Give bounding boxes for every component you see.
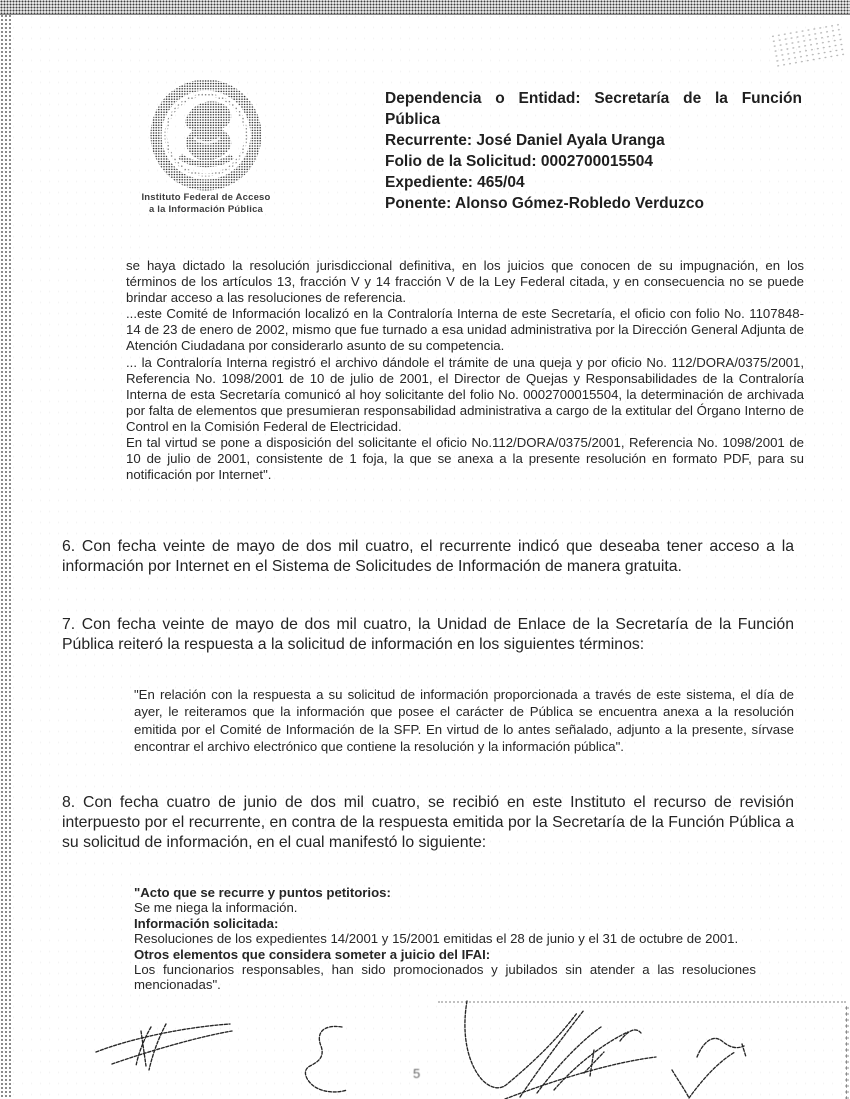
header-field-expediente [385,172,802,193]
field-label: Ponente: [385,195,452,212]
field-label: Folio de la Solicitud: [385,153,537,170]
handwritten-signatures [0,1000,850,1099]
signature-scribble-left [96,1024,232,1070]
paragraph-7: 7. Con fecha veinte de mayo de dos mil cuatro, la Unidad de Enlace de la Secretaría de la Función Pública reiteró la respuesta a la solicitud de información en los siguientes términos: [62,616,794,653]
field-label: Recurrente: [385,132,472,149]
signature-main-flourish [465,1001,656,1099]
quote-paragraph: En tal virtud se pone a disposición del solicitante el oficio No.112/DORA/0375/2001, Referencia No. 1098/2001 de 10 de julio de 2001, consistente de 1 foja, la que se anexa a la presente resolución en formato PDF, para su notificación por Internet". [126,435,804,483]
appeal-heading: Información solicitada: [134,915,279,931]
appeal-line: Resoluciones de los expedientes 14/2001 y 15/2001 emitidas el 28 de junio y el 31 de octubre de 2001. [134,931,739,947]
mexican-coat-of-arms-icon [150,80,262,192]
quote-paragraph: "En relación con la respuesta a su solicitud de información proporcionada a través de este sistema, el día de ayer, le reiteramos que la información que posee el carácter de Pública se encuentra anexa a la resolución emitida por el Comité de Información de la SFP. En virtud de lo antes señalado, adjunto a la presente, sírvase encontrar el archivo electrónico que contiene la resolución y la información pública". [134,687,794,755]
field-value: 465/04 [477,174,525,191]
field-value: José Daniel Ayala Uranga [476,132,665,149]
header-field-recurrente [385,130,802,151]
signature-right-flourish [672,1038,746,1098]
quote-paragraph: se haya dictado la resolución jurisdiccional definitiva, en los juicios que conocen de su impugnación, en los términos de los artículos 13, fracción V y 14 fracción V de la Ley Federal citada, y en consecuencia no se puede brindar acceso a las resoluciones de referencia. [126,258,804,306]
quoted-response [134,686,794,756]
logo-caption-line1: Instituto Federal de Acceso [141,192,271,203]
field-value: Alonso Gómez-Robledo Verduzco [455,195,704,212]
scan-noise-top-right [770,22,845,68]
quote-paragraph: ... la Contraloría Interna registró el archivo dándole el trámite de una queja y por oficio No. 112/DORA/0375/2001, Referencia No. 1098/2001 de 10 de julio de 2001, el Director de Quejas y Responsabilidades de la Contraloría Interna de esta Secretaría comunicó al hoy solicitante del folio No. 0002700015504, la determinación de archivada por falta de elementos que presumieran responsabilidad administrativa a cargo de la extitular del Órgano Interno de Control en la Comisión Federal de Electricidad. [126,354,804,434]
header-field-folio [385,151,802,172]
appeal-line: Los funcionarios responsables, han sido promocionados y jubilados sin atender a las resoluciones mencionadas". [134,962,756,993]
paragraph-6: 6. Con fecha veinte de mayo de dos mil cuatro, el recurrente indicó que deseaba tener acceso a la información por Internet en el Sistema de Solicitudes de Información de manera gratuita. [62,538,794,575]
scan-noise-left-band [0,14,11,1099]
header-field-ponente [385,193,802,214]
field-label: Expediente: [385,174,473,191]
quoted-appeal [134,885,756,993]
appeal-line: Se me niega la información. [134,900,298,916]
logo-caption-line2: a la Información Pública [148,204,264,215]
quote-paragraph: ...este Comité de Información localizó en la Contraloría Interna de este Secretaría, el oficio con folio No. 1107848-14 de 23 de enero de 2002, mismo que fue turnado a esa unidad administrativa por la Dirección General Adjunta de Atención Ciudadana por considerarlo asunto de su competencia. [126,306,804,354]
ifai-logo [106,80,306,216]
field-value: 0002700015504 [540,153,653,170]
paragraph-8: 8. Con fecha cuatro de junio de dos mil cuatro, se recibió en este Instituto el recurso de revisión interpuesto por el recurrente, en contra de la respuesta emitida por la Secretaría de la Función Pública a su solicitud de información, en el cual manifestó lo siguiente: [62,794,794,851]
field-label: Dependencia o Entidad: [385,90,581,107]
quoted-resolution-excerpt [126,258,804,483]
appeal-heading: Otros elementos que considera someter a juicio del IFAI: [134,946,491,962]
header-field-dependencia [385,88,802,130]
page-number: 5 [413,1066,423,1081]
field-value: Secretaría de la Función Pública [385,90,802,128]
scan-noise-top-band [0,0,850,15]
signature-curly-mark [305,1026,347,1092]
case-header [385,88,802,214]
appeal-heading: "Acto que se recurre y puntos petitorios: [134,885,391,900]
